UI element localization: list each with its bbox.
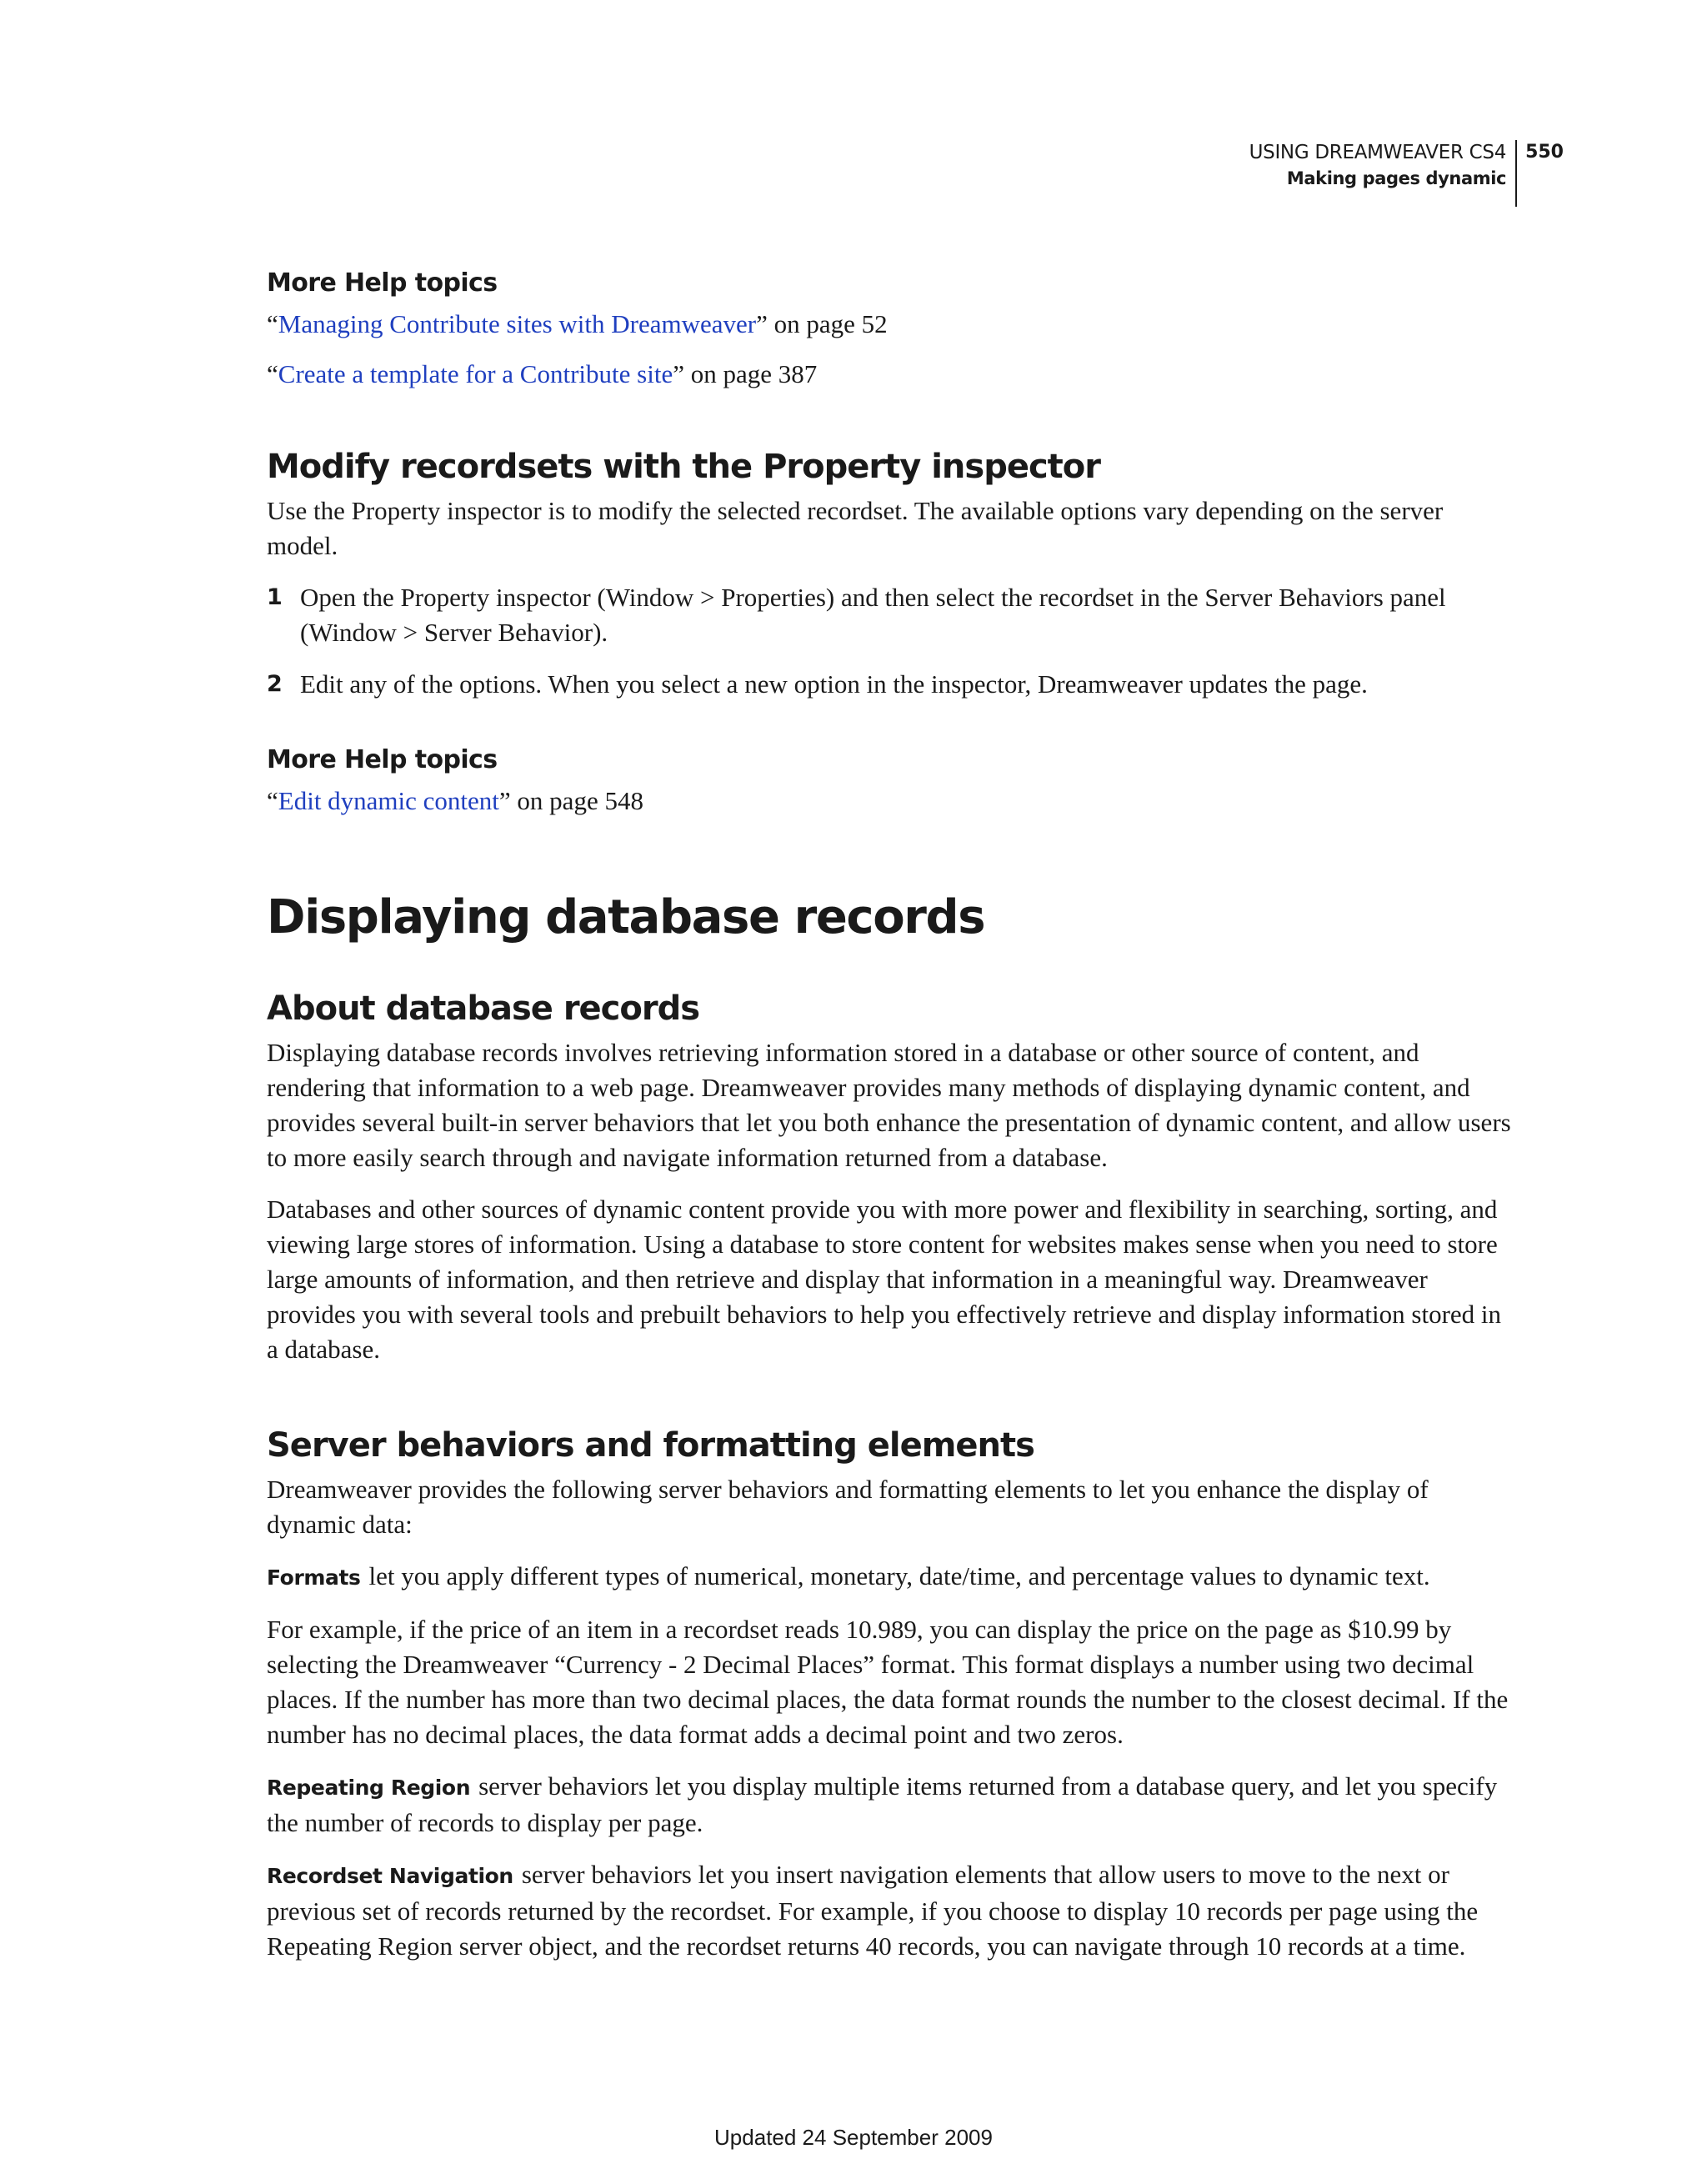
step-number: 2	[267, 671, 283, 697]
page-content	[267, 267, 1517, 1981]
step-text: Open the Property inspector (Window > Properties) and then select the recordset in the Server Behaviors panel (Window > Server Behavior).	[300, 583, 1446, 647]
link-page-ref: ” on page 52	[756, 309, 888, 338]
section-heading-modify-recordsets: Modify recordsets with the Property inspector	[267, 448, 1100, 486]
definition-repeating-region	[267, 1769, 1517, 1841]
term-formats: Formats	[267, 1565, 361, 1590]
term-recordset-navigation: Recordset Navigation	[267, 1864, 513, 1888]
help-link-edit-dynamic-content[interactable]: Edit dynamic content	[278, 786, 499, 815]
paragraph: Displaying database records involves retrieving information stored in a database or other source of content, and rendering that information to a web page. Dreamweaver provides many methods of displaying dynamic content, and provides several built-in server behaviors that let you both enhance the presentation of dynamic content, and allow users to more easily search through and navigate information returned from a database.	[267, 1038, 1511, 1172]
help-link-line	[267, 307, 1517, 342]
page-number: 550	[1525, 142, 1564, 163]
paragraph: Dreamweaver provides the following server behaviors and formatting elements to let you enhance the display of dynamic data:	[267, 1475, 1429, 1539]
more-help-topics-heading: More Help topics	[267, 745, 498, 774]
footer-updated-date: Updated 24 September 2009	[714, 2125, 993, 2150]
open-quote: “	[267, 786, 278, 815]
running-header-text	[1249, 140, 1517, 207]
more-help-topics-heading: More Help topics	[267, 268, 498, 298]
help-link-line	[267, 357, 1517, 392]
paragraph: Databases and other sources of dynamic content provide you with more power and flexibility in searching, sorting, and viewing large stores of information. Using a database to store content for websites makes sense when you need to store large amounts of information, and then retrieve and display that information in a meaningful way. Dreamweaver provides you with several tools and prebuilt behaviors to help you effectively retrieve and display information stored in a database.	[267, 1195, 1502, 1364]
definition-text: server behaviors let you insert navigation elements that allow users to move to the next or previous set of records returned by the recordset. For example, if you choose to display 10 records per page using the Repeating Region server object, and the recordset returns 40 records, you can navigate through 10 records at a time.	[267, 1860, 1479, 1961]
book-title: USING DREAMWEAVER CS4	[1249, 142, 1507, 163]
open-quote: “	[267, 309, 278, 338]
help-link-managing-contribute[interactable]: Managing Contribute sites with Dreamweaver	[278, 309, 757, 338]
more-help-topics-block	[267, 744, 1517, 819]
open-quote: “	[267, 359, 278, 388]
section-heading-server-behaviors: Server behaviors and formatting elements	[267, 1426, 1034, 1465]
help-link-line	[267, 784, 1517, 819]
definition-recordset-navigation	[267, 1857, 1517, 1964]
running-header	[1249, 140, 1564, 207]
term-repeating-region: Repeating Region	[267, 1776, 471, 1800]
step-item	[267, 580, 1517, 650]
step-text: Edit any of the options. When you select a new option in the inspector, Dreamweaver updates the page.	[300, 669, 1368, 699]
more-help-topics-block	[267, 267, 1517, 392]
help-link-create-template[interactable]: Create a template for a Contribute site	[278, 359, 673, 388]
step-item	[267, 667, 1517, 702]
paragraph: For example, if the price of an item in a recordset reads 10.989, you can display the price on the page as $10.99 by selecting the Dreamweaver “Currency - 2 Decimal Places” format. This format displays a number using two decimal places. If the number has more than two decimal places, the data format rounds the number to the closest decimal. If the number has no decimal places, the data format adds a decimal point and two zeros.	[267, 1615, 1509, 1749]
section-title: Making pages dynamic	[1286, 168, 1507, 188]
link-page-ref: ” on page 548	[498, 786, 643, 815]
section-heading-about-database-records: About database records	[267, 989, 700, 1028]
link-page-ref: ” on page 387	[673, 359, 818, 388]
definition-text: server behaviors let you display multiple items returned from a database query, and let you specify the number of records to display per page.	[267, 1771, 1498, 1837]
step-number: 1	[267, 584, 283, 610]
definition-formats	[267, 1559, 1517, 1595]
paragraph: Use the Property inspector is to modify the selected recordset. The available options vary depending on the server model.	[267, 496, 1444, 560]
chapter-heading: Displaying database records	[267, 890, 985, 944]
definition-text: let you apply different types of numerical, monetary, date/time, and percentage values to dynamic text.	[368, 1561, 1430, 1590]
